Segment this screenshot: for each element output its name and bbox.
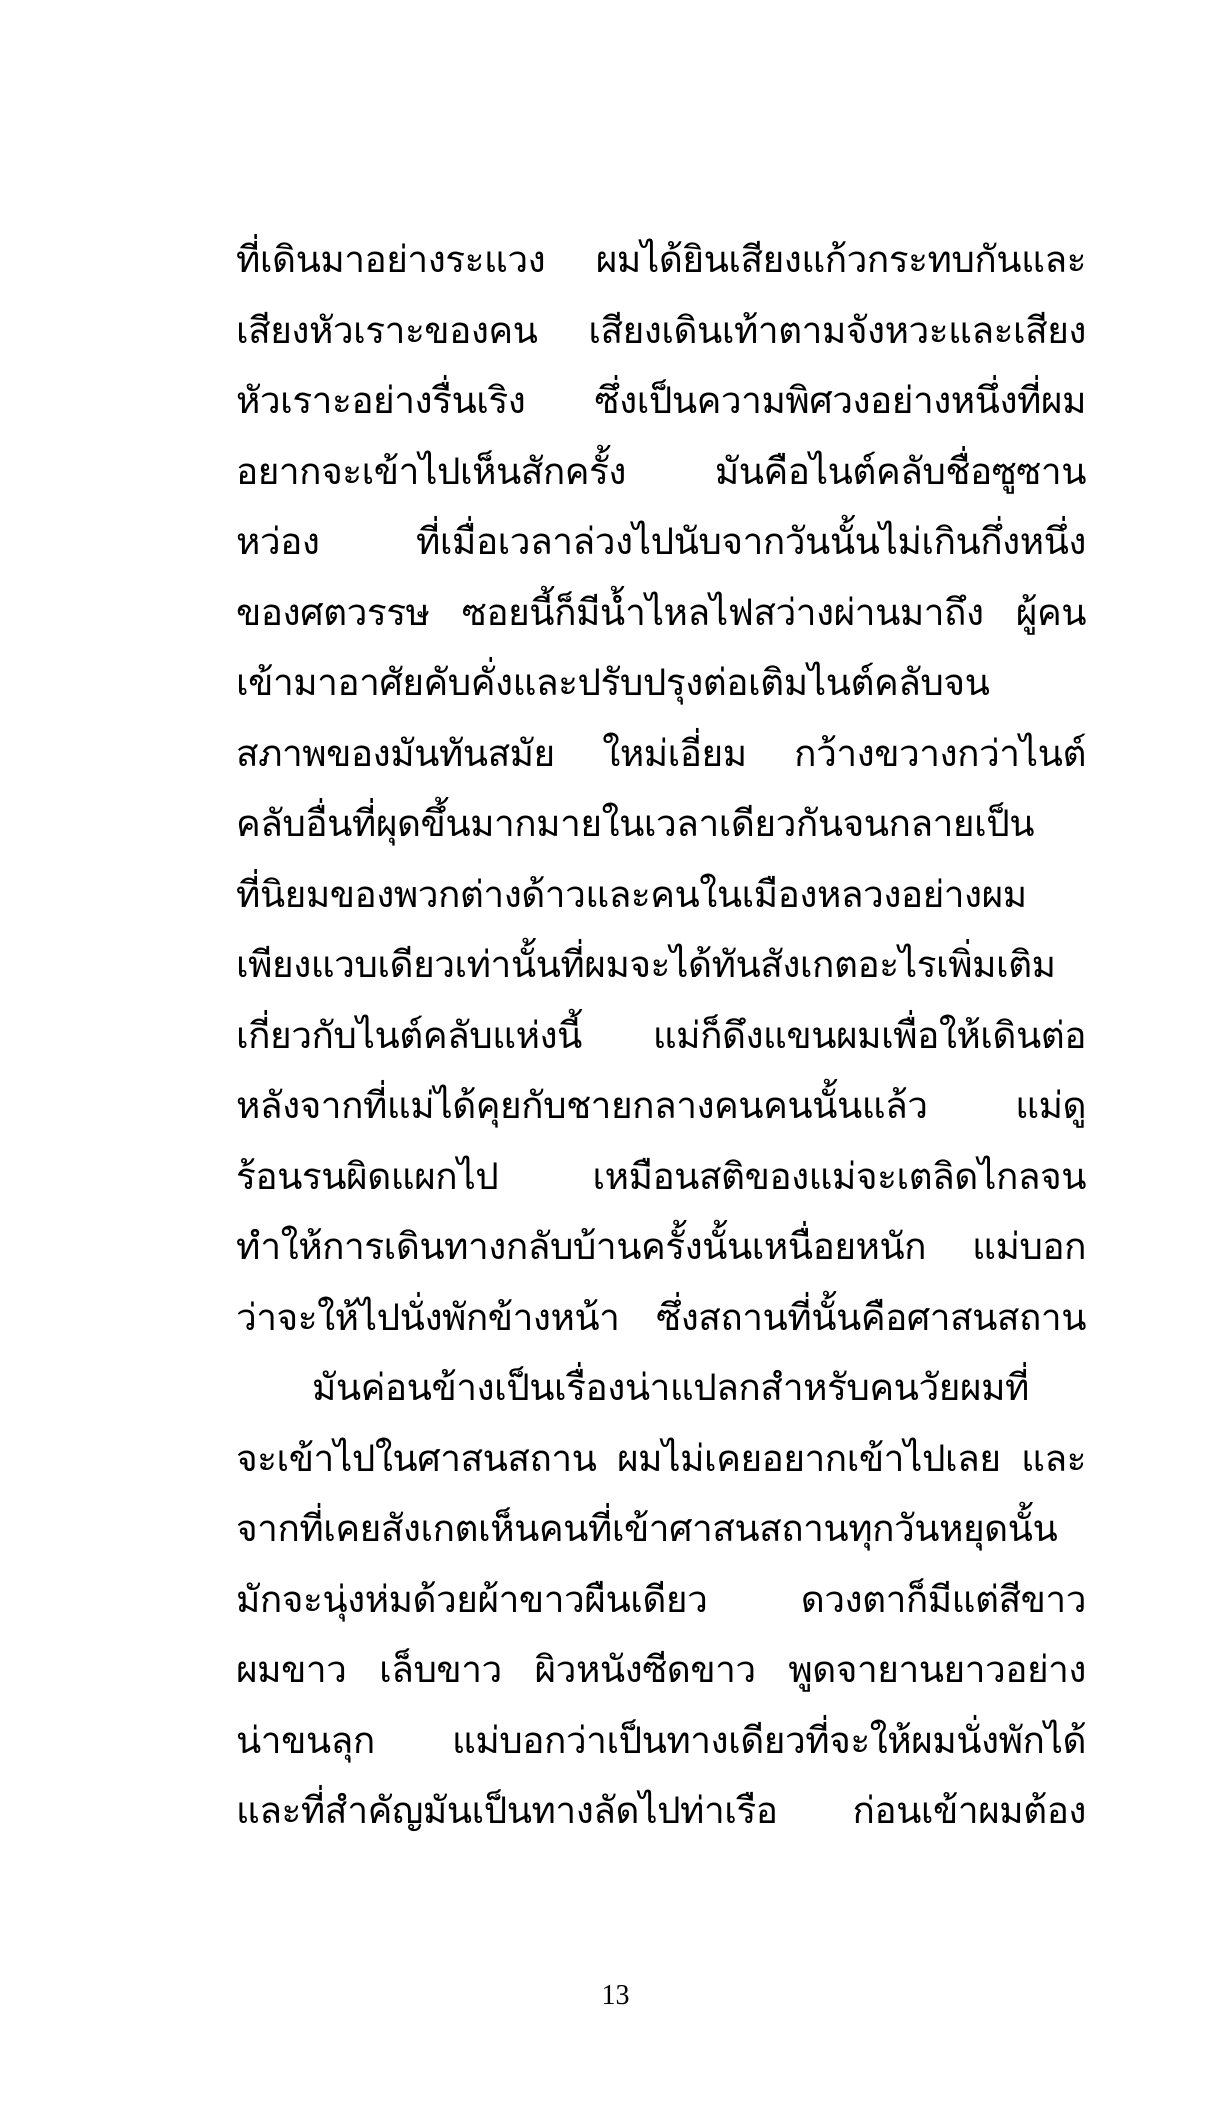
text-line: คลับอื่นที่ผุดขึ้นมากมายในเวลาเดียวกันจนกลายเป็น <box>236 802 1035 845</box>
text-line: จากที่เคยสังเกตเห็นคนที่เข้าศาสนสถานทุกวันหยุดนั้น <box>236 1507 1058 1550</box>
text-line: ร้อนรนผิดแผกไป เหมือนสติของแม่จะเตลิดไกลจน <box>236 1154 1086 1198</box>
text-line: หลังจากที่แม่ได้คุยกับชายกลางคนคนนั้นแล้ว แม่ดู <box>236 1084 1086 1127</box>
text-line: เพียงแวบเดียวเท่านั้นที่ผมจะได้ทันสังเกตอะไรเพิ่มเติม <box>236 943 1056 986</box>
text-line: ที่นิยมของพวกต่างด้าวและคนในเมืองหลวงอย่างผม <box>236 872 1027 916</box>
text-line: ที่เดินมาอย่างระแวง ผมได้ยินเสียงแก้วกระทบกันและ <box>236 238 1086 281</box>
text-line: ผมขาว เล็บขาว ผิวหนังซีดขาว พูดจายานยาวอย่าง <box>236 1648 1086 1691</box>
body-text <box>236 225 1086 1847</box>
text-line: น่าขนลุก แม่บอกว่าเป็นทางเดียวที่จะให้ผมนั่งพักได้ <box>236 1718 1086 1762</box>
text-line: เกี่ยวกับไนต์คลับแห่งนี้ แม่ก็ดึงแขนผมเพื่อให้เดินต่อ <box>236 1013 1086 1057</box>
text-line: เข้ามาอาศัยคับคั่งและปรับปรุงต่อเติมไนต์คลับจน <box>236 661 990 704</box>
text-line: เสียงหัวเราะของคน เสียงเดินเท้าตามจังหวะและเสียง <box>236 308 1086 352</box>
text-line: ว่าจะให้ไปนั่งพักข้างหน้า ซึ่งสถานที่นั้นคือศาสนสถาน <box>236 1295 1086 1339</box>
text-line: จะเข้าไปในศาสนสถาน ผมไม่เคยอยากเข้าไปเลย และ <box>236 1436 1086 1480</box>
text-line: หว่อง ที่เมื่อเวลาล่วงไปนับจากวันนั้นไม่เกินกึ่งหนึ่ง <box>236 520 1086 563</box>
text-line: ทำให้การเดินทางกลับบ้านครั้งนั้นเหนื่อยหนัก แม่บอก <box>236 1225 1086 1268</box>
text-line: และที่สำคัญมันเป็นทางลัดไปท่าเรือ ก่อนเข้าผมต้อง <box>236 1789 1086 1832</box>
paragraph-first-line: มันค่อนข้างเป็นเรื่องน่าแปลกสำหรับคนวัยผมที่ <box>312 1366 1029 1409</box>
text-line: ของศตวรรษ ซอยนี้ก็มีน้ำไหลไฟสว่างผ่านมาถึง ผู้คน <box>236 590 1086 634</box>
page-number: 13 <box>601 1980 630 2011</box>
text-line: สภาพของมันทันสมัย ใหม่เอี่ยม กว้างขวางกว่าไนต์ <box>236 731 1086 775</box>
text-line: อยากจะเข้าไปเห็นสักครั้ง มันคือไนต์คลับชื่อซูซาน <box>236 449 1086 493</box>
text-line: หัวเราะอย่างรื่นเริง ซึ่งเป็นความพิศวงอย่างหนึ่งที่ผม <box>236 379 1086 422</box>
text-line: มักจะนุ่งห่มด้วยผ้าขาวผืนเดียว ดวงตาก็มีแต่สีขาว <box>236 1577 1086 1621</box>
